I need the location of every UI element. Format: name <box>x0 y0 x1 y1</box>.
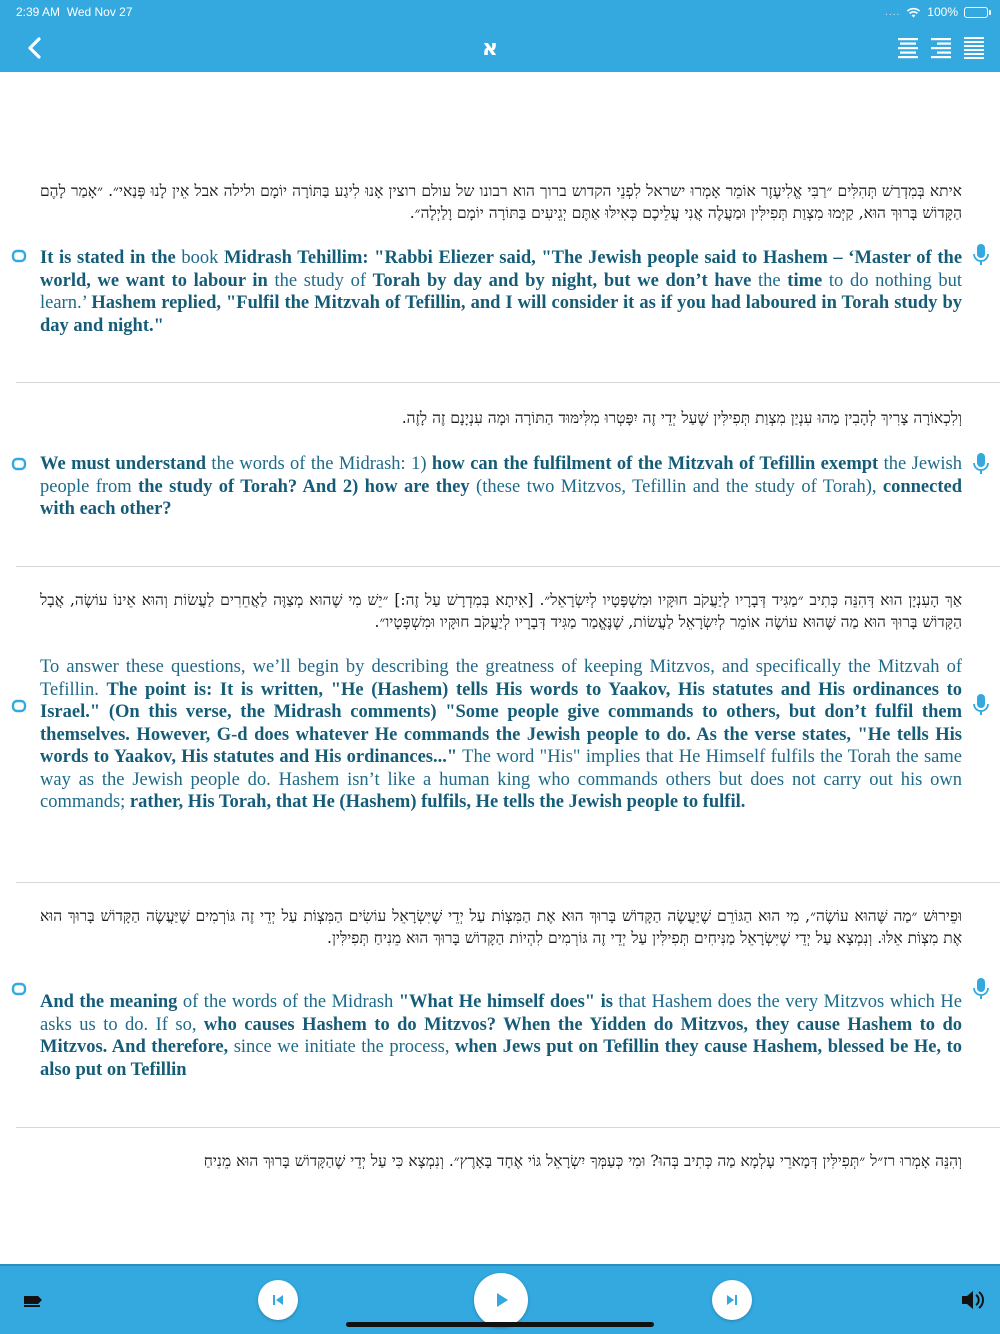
microphone-icon[interactable] <box>972 977 990 1001</box>
emphasized-text: when Jews put on Tefillin they cause Hashem, blessed be He, to also put on Tefillin <box>40 1037 962 1080</box>
section-divider <box>16 882 1000 883</box>
hebrew-paragraph: איתא בְּמִדְרַשׁ תְּהִלִּים ״רַבִּי אֱלִיעֶזֶר אוֹמֵר אָמְרוּ ישראל לִפְנֵי הקדוש ברוך הוא רבונו של עולם רוצין אָנוּ לִיגַע בַּתּוֹרָה יוֹמָם ולילה אבל אֵין לָנוּ פְּנַאי״. ״אָמַר לָהֶם הַקָּדוֹשׁ בָּרוּךְ הוּא, קַיְּמוּ מִצְוַת תְּפִילִּין וּמַעֲלֶה אֲנִי עֲלֵיכֶם כְּאִילּוּ אַתֶּם יְגֵיעִים בַּתּוֹרָה יוֹמָם וָלַיְלָה״. <box>40 182 962 222</box>
english-paragraph <box>40 656 962 814</box>
english-paragraph <box>40 991 962 1081</box>
section-divider <box>16 566 1000 567</box>
battery-percent: 100% <box>927 5 958 19</box>
top-bar <box>0 0 1000 72</box>
align-full-icon[interactable] <box>961 36 987 60</box>
marker-icon[interactable] <box>22 1292 44 1308</box>
status-time <box>16 5 133 19</box>
wifi-icon <box>906 7 921 18</box>
hebrew-paragraph: וְהִנֵּה אָמְרוּ רז״ל ״תְּפִילִּין דְּמָארֵי עָלְמָא מַה כְּתִיב בְּהוּ? וּמִי כְּעַמְּךָ יִשְׂרָאֵל גּוֹי אֶחָד בָּאָרֶץ״. וְנִמְצָא כִּי עַל יְדֵי שֶׁהַקָּדוֹשׁ בָּרוּךְ הוּא מֵנִיחַ <box>203 1152 962 1170</box>
next-button[interactable] <box>712 1280 752 1320</box>
hebrew-paragraph: אַךְ הָעִנְיָן הוּא דְּהִנֵּה כְּתִיב ״מַגִּיד דְּבָרָיו לְיַעֲקֹב חוּקָּיו וּמִשְׁפָּטָיו לְיִשְׂרָאֵל״. [אִיתָא בְּמִדְרָשׁ עַל זֶה:] ״יֵשׁ מִי שֶׁהוּא מְצַוֶּה לַאֲחֵרִים לַעֲשׂוֹת וְהוּא אֵינוֹ עוֹשֶׂה, אֲבָל הַקָּדוֹשׁ בָּרוּךְ הוּא מַה שֶּׁהוּא עוֹשֶׂה אוֹמֵר לְיִשְׂרָאֵל לַעֲשׂוֹת, שֶׁנֶּאֱמַר מַגִּיד דְּבָרָיו לְיַעֲקֹב חוּקָּיו וּמִשְׁפָּטָיו״. <box>40 591 962 631</box>
status-right <box>885 5 988 19</box>
english-paragraph <box>40 247 962 337</box>
page-title: א <box>481 36 499 61</box>
plain-text: the Jewish people from <box>40 454 962 497</box>
microphone-icon[interactable] <box>972 693 990 717</box>
bookmark-icon[interactable] <box>11 457 27 471</box>
volume-icon[interactable] <box>960 1289 986 1311</box>
english-paragraph <box>40 453 962 521</box>
section-divider <box>16 382 1000 383</box>
battery-icon <box>964 7 988 18</box>
plain-text: that Hashem does the very Mitzvos which He asks us to do. If so, <box>40 992 962 1035</box>
skip-previous-icon <box>271 1293 285 1307</box>
emphasized-text: Hashem replied, "Fulfil the Mitzvah of Tefillin, and I will consider it as if you had laboured in Torah study by day and night." <box>40 293 962 336</box>
content-area[interactable] <box>0 72 1000 1264</box>
status-bar <box>0 0 1000 24</box>
emphasized-text: time <box>787 270 823 291</box>
align-right-icon[interactable] <box>928 36 954 60</box>
plain-text: of the words of the Midrash <box>177 992 399 1012</box>
emphasized-text: And the meaning <box>40 992 178 1012</box>
plain-text: the study of <box>267 270 373 291</box>
skip-next-icon <box>725 1293 739 1307</box>
previous-button[interactable] <box>258 1280 298 1320</box>
bookmark-icon[interactable] <box>11 249 27 263</box>
status-time-text: 2:39 AM <box>16 5 61 19</box>
emphasized-text: We must understand <box>40 454 207 474</box>
align-justify-icon[interactable] <box>895 36 921 60</box>
plain-text: the words of the Midrash: 1) <box>206 454 432 474</box>
emphasized-text: who causes Hashem to do Mitzvos? When the Yidden do Mitzvos, they cause Hashem to do Mitzvos. And therefore, <box>40 1014 962 1057</box>
plain-text: to do nothing but learn.’ <box>40 270 963 313</box>
status-date-text: Wed Nov 27 <box>66 5 133 19</box>
plain-text: book <box>175 248 225 268</box>
emphasized-text: rather, His Torah, that He (Hashem) fulfils, He tells the Jewish people to fulfil. <box>129 792 746 812</box>
bookmark-icon[interactable] <box>11 982 27 996</box>
plain-text: (these two Mitzvos, Tefillin and the study of Torah), <box>469 476 883 497</box>
microphone-icon[interactable] <box>972 452 990 476</box>
bookmark-icon[interactable] <box>11 699 27 713</box>
plain-text: since we initiate the process, <box>228 1037 456 1057</box>
emphasized-text: the study of Torah? And 2) how are they <box>138 476 470 497</box>
emphasized-text: connected with each other? <box>40 476 963 519</box>
hebrew-paragraph: וּפֵירוּשׁ ״מַה שֶּׁהוּא עוֹשֶׂה״, מִי הוּא הַגּוֹרֵם שֶׁיַּעֲשֶׂה הַקָּדוֹשׁ בָּרוּךְ הוּא אֶת הַמִּצְוֹת עַל יְדֵי שֶׁיִּשְׂרָאֵל עוֹשִׂים הַמִּצְוֹת עַל יְדֵי זֶה גּוֹרְמִים שֶׁיַּעֲשֶׂה הַקָּדוֹשׁ בָּרוּךְ הוּא אֶת מִצְוֹת אֵלּוּ. וְנִמְצָא עַל יְדֵי שֶׁיִּשְׂרָאֵל מַנִּיחִים תְּפִילִּין עַל יְדֵי זֶה גּוֹרְמִים לִהְיוֹת הַקָּדוֹשׁ בָּרוּךְ הוּא מֵנִיחַ תְּפִילִּין. <box>40 907 962 947</box>
play-icon <box>492 1291 510 1309</box>
microphone-icon[interactable] <box>972 243 990 267</box>
plain-text: To answer these questions, we’ll begin by describing the greatness of keeping Mitzvos, and specifically the Mitzvah of Tefillin. <box>40 657 962 700</box>
section-divider <box>16 1127 1000 1128</box>
emphasized-text: Midrash Tehillim: "Rabbi Eliezer said, "The Jewish people said to Hashem – ‘Master of the world, we want to labour in <box>40 248 963 291</box>
emphasized-text: how can the fulfilment of the Mitzvah of Tefillin exempt <box>431 454 879 474</box>
signal-dots: .... <box>885 6 901 18</box>
emphasized-text: Torah by day and by night, but we don’t have <box>372 270 752 291</box>
home-indicator <box>346 1322 654 1327</box>
hebrew-paragraph: וְלִכְאוֹרָה צָרִיךְ לְהָבִין מַהוּ עִנְיַן מִצְוַת תְּפִילִּין שֶׁעַל יְדֵי זֶה יִפָּטְרוּ מִלִּימּוּד הַתּוֹרָה וּמָה עִנְיָנָם זֶה לָזֶה. <box>401 409 962 427</box>
play-button[interactable] <box>474 1273 528 1327</box>
plain-text: the <box>751 270 788 291</box>
emphasized-text: It is stated in the <box>40 248 176 268</box>
emphasized-text: "What He himself does" is <box>398 992 613 1012</box>
emphasized-text: The point is: It is written, "He (Hashem) tells His words to Yaakov, His statutes and His ordinances to Israel." (On this verse, the Midrash comments) "Some people give commands to others, but don’t fulfil them themselves. However, G-d does whatever He commands the Jewish people to do. As the verse states, "He tells His words to Yaakov, His statutes and His ordinances..." <box>40 679 962 767</box>
chevron-left-icon[interactable] <box>18 32 50 64</box>
plain-text: The word "His" implies that He Himself fulfils the Torah the same way as the Jewish people do. Hashem isn’t like a human king who commands others but does not carry out his own commands; <box>40 747 962 812</box>
